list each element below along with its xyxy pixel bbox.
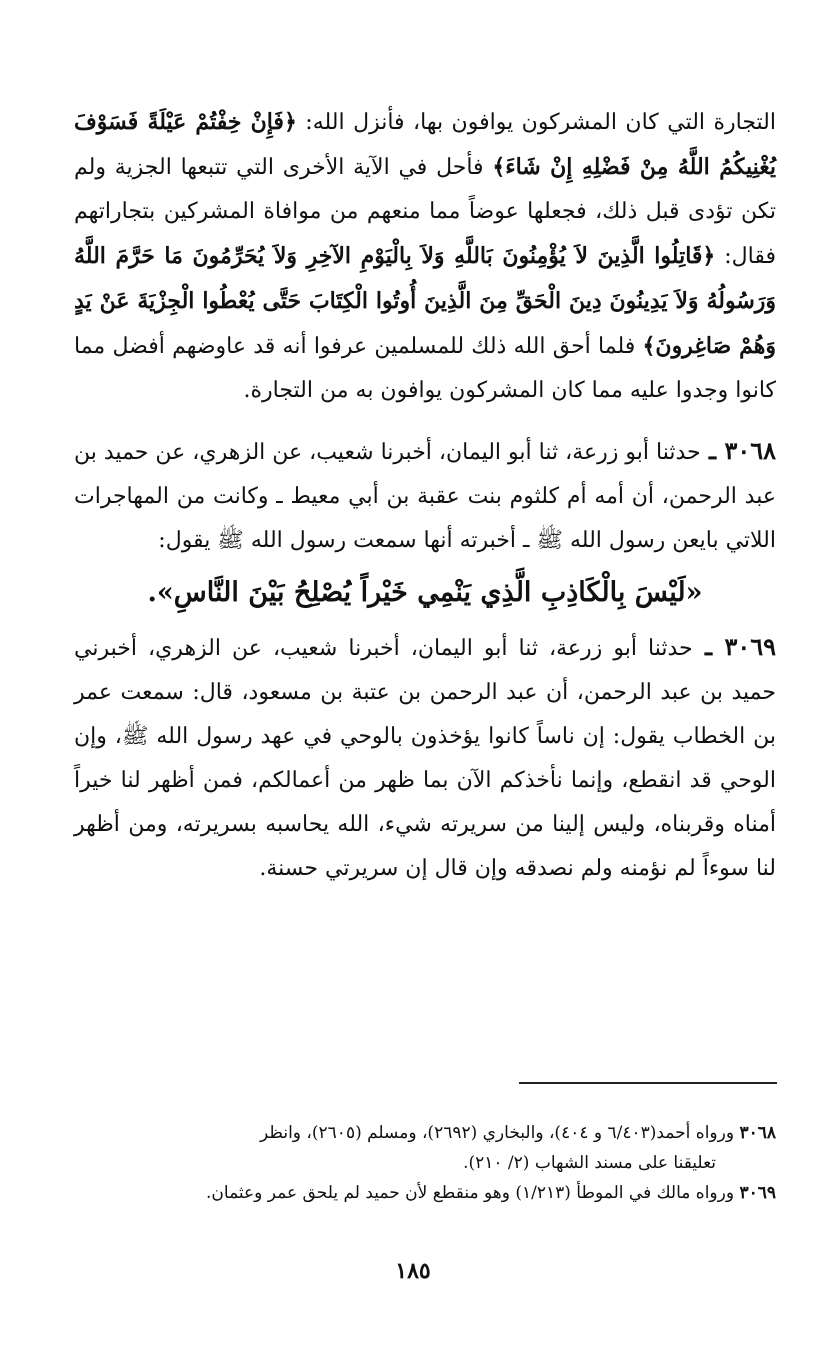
hadith-3069 — [74, 625, 776, 891]
hadith-text: «لَيْسَ بِالْكَاذِبِ الَّذِي يَنْمِي خَيْراً يُصْلِحُ بَيْنَ النَّاسِ». — [147, 577, 703, 608]
footnote-3068-continued — [60, 1148, 776, 1178]
footnote-number: ٣٠٦٩ — [739, 1183, 776, 1203]
hadith-number: ٣٠٦٨ — [724, 436, 776, 465]
paragraph-continuation — [74, 100, 776, 413]
hadith-number: ٣٠٦٩ — [724, 632, 777, 661]
footnote-text: ورواه مالك في الموطأ (١/٢١٣) وهو منقطع لأن حميد لم يلحق عمر وعثمان. — [206, 1183, 740, 1203]
paragraph-text: فأحل في الآية الأخرى التي تتبعها الجزية ولم تكن تؤدى قبل ذلك، فجعلها عوضاً مما منعهم من موافاة المشركين بتجاراتهم فقال: — [74, 155, 776, 269]
hadith-chain-text: حدثنا أبو زرعة، ثنا أبو اليمان، أخبرنا شعيب، عن الزهري، عن حميد بن عبد الرحمن، أن أمه أم كلثوم بنت عقبة بن أبي معيط ـ وكانت من المهاجرات اللاتي بايعن رسول الله ﷺ ـ أخبرته أنها سمعت رسول الله ﷺ يقول: — [74, 440, 776, 553]
paragraph-text: التجارة التي كان المشركون يوافون بها، فأنزل الله: — [296, 110, 776, 135]
page-number: ١٨٥ — [395, 1258, 431, 1284]
hadith-3068 — [74, 429, 776, 563]
paragraph-text: فلما أحق الله ذلك للمسلمين عرفوا أنه قد عاوضهم أفضل مما كانوا وجدوا عليه مما كان المشركون يوافون به من التجارة. — [74, 334, 776, 403]
footnotes — [60, 1118, 776, 1208]
footnote-divider — [519, 1082, 777, 1084]
hadith-chain-text: حدثنا أبو زرعة، ثنا أبو اليمان، أخبرنا شعيب، عن الزهري، أخبرني حميد بن عبد الرحمن، أن عبد الرحمن بن عتبة بن مسعود، قال: سمعت عمر بن الخطاب يقول: إن ناساً كانوا يؤخذون بالوحي في عهد رسول الله ﷺ، وإن الوحي قد انقطع، وإنما نأخذكم الآن بما ظهر من أعمالكم، فمن أظهر لنا خيراً أمناه وقربناه، وليس إلينا من سريرته شيء، الله يحاسبه بسريرته، ومن أظهر لنا سوءاً لم نؤمنه ولم نصدقه وإن قال إن سريرتي حسنة. — [74, 636, 776, 881]
number-dash: ـ — [700, 436, 725, 465]
number-dash: ـ — [692, 632, 725, 661]
footnote-text: تعليقنا على مسند الشهاب (٢/ ٢١٠). — [463, 1153, 716, 1173]
footnote-number: ٣٠٦٨ — [739, 1123, 776, 1143]
footnote-3068 — [60, 1118, 776, 1148]
footnote-text: ورواه أحمد(٦/٤٠٣ و ٤٠٤)، والبخاري (٢٦٩٢)، ومسلم (٢٦٠٥)، وانظر — [260, 1123, 740, 1143]
quran-verse: ﴿فَإِنْ خِفْتُمْ عَيْلَةً فَسَوْفَ يُغْنِيكُمُ اللَّهُ مِنْ فَضْلِهِ إِنْ شَاءَ﴾ — [74, 109, 777, 180]
footnote-3069 — [60, 1178, 776, 1208]
quran-verse: ﴿قَاتِلُوا الَّذِينَ لاَ يُؤْمِنُونَ بَاللَّهِ وَلاَ بِالْيَوْمِ الآخِرِ وَلاَ يُحَرِّمُونَ مَا حَرَّمَ اللَّهُ وَرَسُولُهُ وَلاَ يَدِينُونَ دِينَ الْحَقِّ مِنَ الَّذِينَ أُوتُوا الْكِتَابَ حَتَّى يُعْطُوا الْجِزْيَةَ عَنْ يَدٍ وَهُمْ صَاغِرونَ﴾ — [74, 243, 777, 359]
